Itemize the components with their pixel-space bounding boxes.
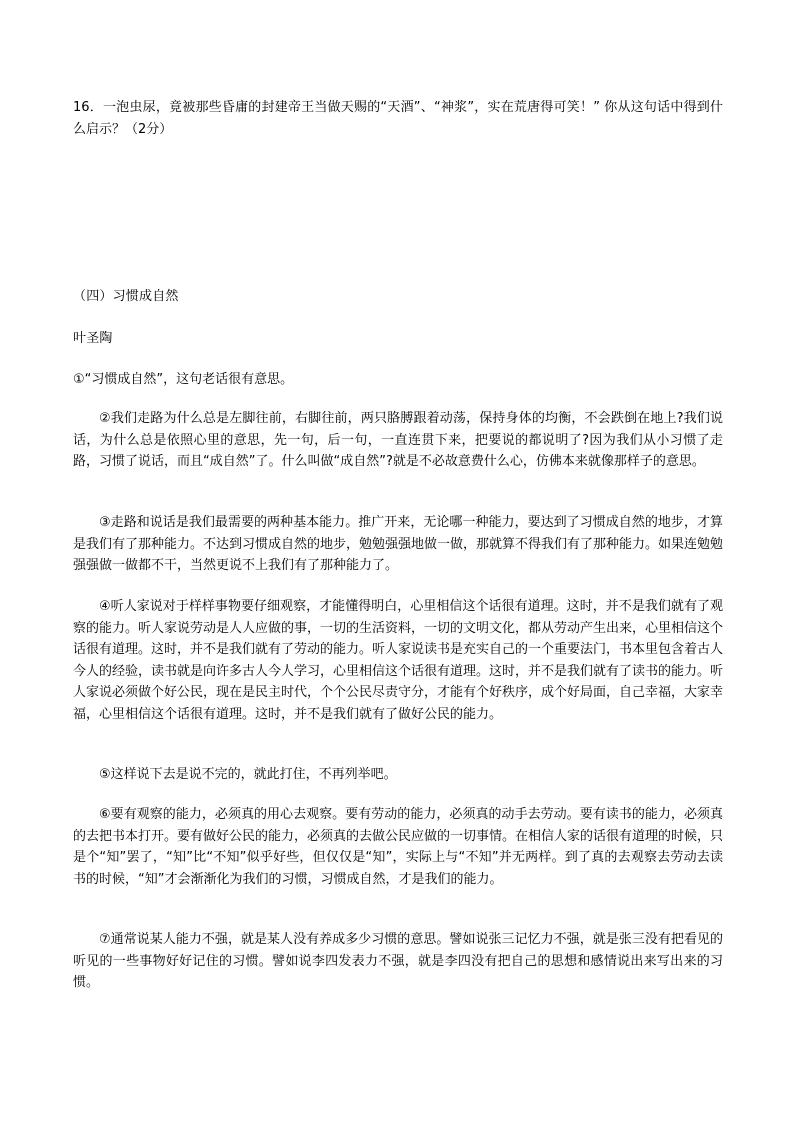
paragraph-5: ⑤这样说下去是说不完的，就此打住，不再列举吧。 <box>99 767 397 782</box>
paragraph-7: ⑦通常说某人能力不强，就是某人没有养成多少习惯的意思。譬如说张三记忆力不强，就是张三没有把看见的听见的一些事物好好记住的习惯。譬如说李四发表力不强，就是李四没有把自己的思想和感情说出来写出来的习惯。 <box>73 932 723 990</box>
section-title: （四）习惯成自然 <box>73 289 179 304</box>
paragraph-2: ②我们走路为什么总是左脚往前，右脚往前，两只胳膊跟着动荡，保持身体的均衡，不会跌倒在地上?我们说话，为什么总是依照心里的意思，先一句，后一句，一直连贯下来，把要说的都说明了?因为我们从小习惯了走路，习惯了说话，而且“成自然”了。什么叫做“成自然”?就是不必故意费什么心，仿佛本来就像那样子的意思。 <box>73 411 723 469</box>
question-16-text: 16．一泡虫尿，竟被那些昏庸的封建帝王当做天赐的“天酒”、“神浆”，实在荒唐得可笑！” 你从这句话中得到什么启示？（2分） <box>73 100 723 137</box>
paragraph-1: ①“习惯成自然”，这句老话很有意思。 <box>73 372 294 387</box>
paragraph-3: ③走路和说话是我们最需要的两种基本能力。推广开来，无论哪一种能力，要达到了习惯成自然的地步，才算是我们有了那种能力。不达到习惯成自然的地步，勉勉强强地做一做，那就算不得我们有了那种能力。如果连勉勉强强做一做都不干，当然更说不上我们有了那种能力了。 <box>73 515 724 573</box>
paragraph-4: ④听人家说对于样样事物要仔细观察，才能懂得明白，心里相信这个话很有道理。这时，并不是我们就有了观察的能力。听人家说劳动是人人应做的事，一切的生活资料，一切的文明文化，都从劳动产生出来，心里相信这个话很有道理。这时，并不是我们就有了劳动的能力。听人家说读书是充实自己的一个重要法门，书本里包含着古人今人的经验，读书就是向许多古人今人学习，心里相信这个话很有道理。这时，并不是我们就有了读书的能力。听人家说必须做个好公民，现在是民主时代，个个公民尽责守分，才能有个好秩序，成个好局面，自己幸福，大家幸福，心里相信这个话很有道理。这时，并不是我们就有了做好公民的能力。 <box>73 599 724 722</box>
paragraph-6: ⑥要有观察的能力，必须真的用心去观察。要有劳动的能力，必须真的动手去劳动。要有读书的能力，必须真的去把书本打开。要有做好公民的能力，必须真的去做公民应做的一切事情。在相信人家的话很有道理的时候，只是个“知”罢了，“知”比“不知”似乎好些，但仅仅是“知”，实际上与“不知”并无两样。到了真的去观察去劳动去读书的时候，“知”才会渐渐化为我们的习惯，习惯成自然，才是我们的能力。 <box>73 807 724 887</box>
author-name: 叶圣陶 <box>73 331 113 346</box>
